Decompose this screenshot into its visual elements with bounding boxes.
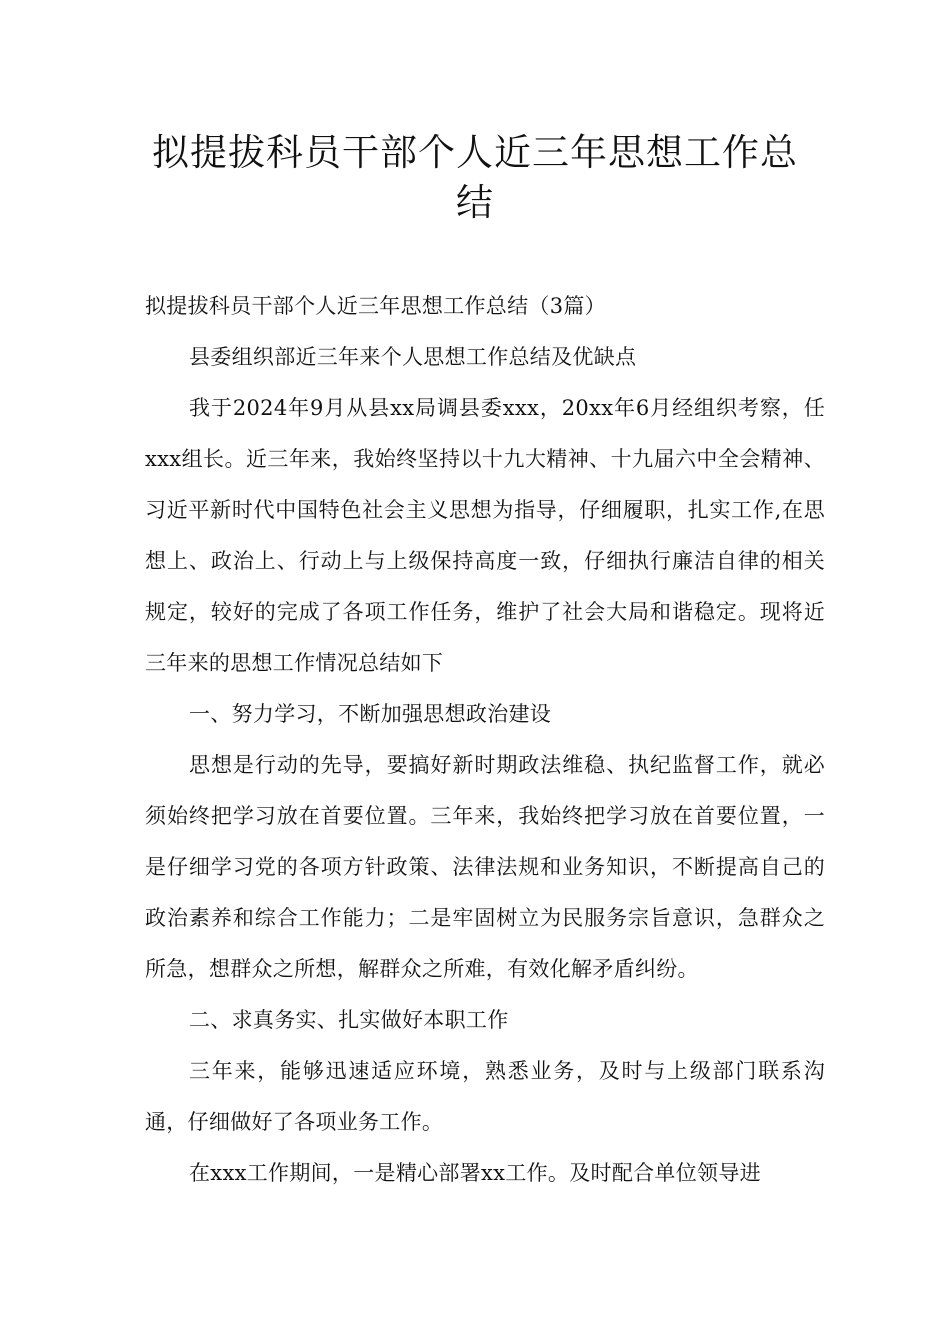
heading-work-paragraph: 二、求真务实、扎实做好本职工作 <box>189 1008 509 1032</box>
title-line-2: 结 <box>456 181 494 224</box>
intro-paragraph: 我于2024年9月从县xx局调县委xxx，20xx年6月经组织考察，任xxx组长。近三年来，我始终坚持以十九大精神、十九届六中全会精神、习近平新时代中国特色社会主义思想为指导，仔细履职，扎实工作,在思想上、政治上、行动上与上级保持高度一致，仔细执行廉洁自律的相关规定，较好的完成了各项工作任务，维护了社会大局和谐稳定。现将近三年来的思想工作情况总结如下 <box>145 396 825 675</box>
study-paragraph: 思想是行动的先导，要搞好新时期政法维稳、执纪监督工作，就必须始终把学习放在首要位置。三年来，我始终把学习放在首要位置，一是仔细学习党的各项方针政策、法律法规和业务知识，不断提高自己的政治素养和综合工作能力；二是牢固树立为民服务宗旨意识，急群众之所急，想群众之所想，解群众之所难，有效化解矛盾纠纷。 <box>145 753 825 981</box>
heading-study-paragraph: 一、努力学习，不断加强思想政治建设 <box>189 702 552 726</box>
work-detail-paragraph: 在xxx工作期间，一是精心部署xx工作。及时配合单位领导进 <box>189 1161 761 1185</box>
document-body <box>145 281 825 1199</box>
work-paragraph: 三年来，能够迅速适应环境，熟悉业务，及时与上级部门联系沟通，仔细做好了各项业务工作。 <box>145 1059 825 1134</box>
title-line-1: 拟提拔科员干部个人近三年思想工作总 <box>152 131 798 174</box>
subtitle-paragraph: 拟提拔科员干部个人近三年思想工作总结（3篇） <box>145 294 606 318</box>
document-title <box>100 128 850 228</box>
section-heading-paragraph: 县委组织部近三年来个人思想工作总结及优缺点 <box>189 345 637 369</box>
